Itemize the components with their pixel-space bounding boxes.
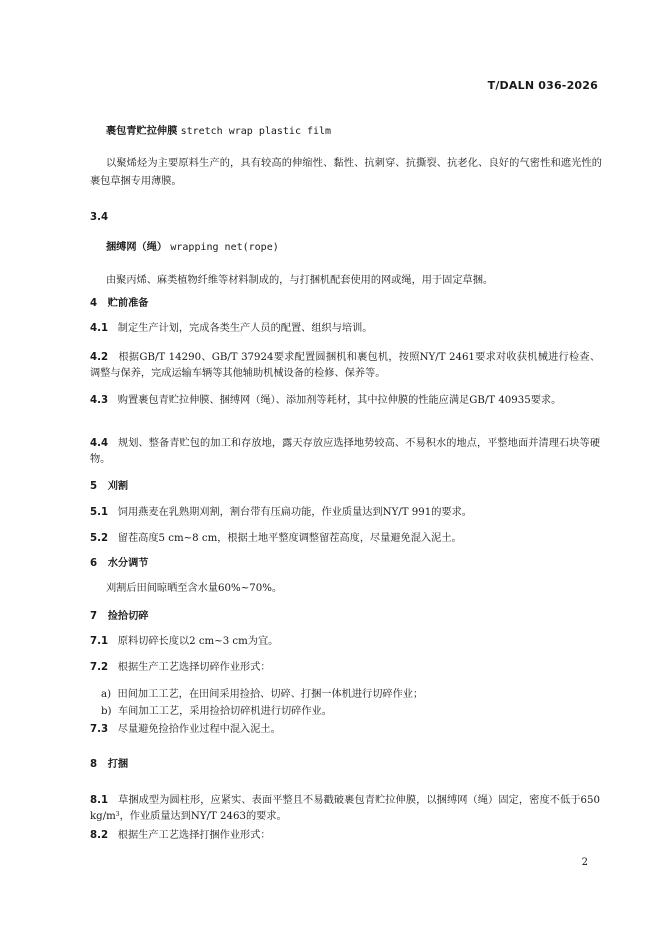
section-title: 水分调节 (107, 558, 149, 569)
term-title-en: stretch wrap plastic film (180, 126, 332, 137)
clause-7-2 (90, 661, 271, 674)
clause-text: 根据生产工艺选择打捆作业形式： (117, 830, 271, 841)
term-3-3-title (106, 125, 331, 138)
section-number: 7 (90, 611, 98, 622)
term-3-3-definition: 以聚烯烃为主要原料生产的，具有较高的伸缩性、黏性、抗刺穿、抗撕裂、抗老化、良好的气密性和遮光性的裹包草捆专用薄膜。 (90, 158, 602, 187)
section-title: 打捆 (107, 759, 129, 770)
clause-number: 4.3 (90, 395, 109, 406)
clause-text: 规划、整备青贮包的加工和存放地，露天存放应选择地势较高、不易积水的地点，平整地面并清理石块等硬物。 (90, 438, 601, 465)
section-6-heading (90, 557, 148, 570)
clause-text-cont: ，作业质量达到NY/T 2463的要求。 (119, 811, 287, 822)
list-label: a) (101, 689, 112, 700)
clause-number: 8.1 (90, 795, 109, 806)
clause-text: 留茬高度5 cm~8 cm，根据土地平整度调整留茬高度，尽量避免混入泥土。 (117, 533, 462, 544)
clause-text: 根据GB/T 14290、GB/T 37924要求配置圆捆机和裹包机，按照NY/T 2461要求对收获机械进行检查、调整与保养，完成运输车辆等其他辅助机械设备的检修、保养等。 (90, 352, 601, 379)
clause-7-1 (90, 635, 278, 648)
clause-5-2 (90, 532, 462, 545)
clause-number: 4.4 (90, 438, 109, 449)
clause-8-2 (90, 829, 271, 842)
clause-number: 4.1 (90, 323, 109, 334)
section-4-heading (90, 297, 148, 310)
superscript-cubed: 3 (115, 811, 120, 818)
clause-text: 尽量避免捡拾作业过程中混入泥土。 (117, 724, 281, 735)
section-number: 4 (90, 298, 98, 309)
clause-number: 5.2 (90, 533, 109, 544)
section-number: 5 (90, 481, 98, 492)
section-number: 6 (90, 558, 98, 569)
clause-number: 4.2 (90, 352, 109, 363)
list-item-b (101, 705, 332, 718)
clause-5-1 (90, 506, 472, 519)
clause-number: 7.2 (90, 662, 109, 673)
clause-number: 5.1 (90, 507, 109, 518)
clause-4-4 (90, 436, 600, 468)
term-title-cn: 裹包青贮拉伸膜 (106, 126, 178, 137)
section-number: 8 (90, 759, 98, 770)
term-3-4-title (106, 241, 279, 254)
list-label: b) (101, 706, 112, 717)
clause-number: 8.2 (90, 830, 109, 841)
clause-number: 7.3 (90, 724, 109, 735)
clause-7-3 (90, 723, 281, 736)
section-7-heading (90, 610, 148, 623)
document-code: T/DALN 036-2026 (487, 79, 598, 92)
section-8-heading (90, 758, 128, 771)
clause-text: 草捆成型为圆柱形，应紧实、表面平整且不易戳破裹包青贮拉伸膜，以捆缚网（绳）固定，密度不低于650 kg/m (90, 795, 600, 822)
clause-8-1 (90, 793, 600, 825)
clause-number: 7.1 (90, 636, 109, 647)
list-text: 车间加工工艺，采用捡拾切碎机进行切碎作业。 (117, 706, 332, 717)
term-3-4-number: 3.4 (90, 212, 109, 223)
clause-text: 原料切碎长度以2 cm~3 cm为宜。 (117, 636, 279, 647)
clause-text: 根据生产工艺选择切碎作业形式： (117, 662, 271, 673)
term-3-4-definition: 由聚丙烯、麻类植物纤维等材料制成的，与打捆机配套使用的网或绳，用于固定草捆。 (106, 275, 494, 286)
section-title: 贮前准备 (107, 298, 149, 309)
section-title: 捡拾切碎 (107, 611, 149, 622)
term-title-en: wrapping net(rope) (170, 242, 279, 253)
clause-4-3 (90, 393, 600, 409)
list-text: 田间加工工艺，在田间采用捡拾、切碎、打捆一体机进行切碎作业； (117, 689, 424, 700)
section-title: 刈割 (107, 481, 129, 492)
clause-text: 购置裹包青贮拉伸膜、捆缚网（绳）、添加剂等耗材，其中拉伸膜的性能应满足GB/T 40935要求。 (117, 395, 562, 406)
clause-text: 制定生产计划，完成各类生产人员的配置、组织与培训。 (117, 323, 373, 334)
clause-4-1 (90, 322, 372, 335)
term-title-cn: 捆缚网（绳） (106, 242, 168, 253)
list-item-a (101, 688, 423, 701)
clause-4-2 (90, 350, 600, 382)
page-number: 2 (581, 857, 588, 868)
clause-text: 饲用燕麦在乳熟期刈割，割台带有压扁功能，作业质量达到NY/T 991的要求。 (117, 507, 472, 518)
section-6-text: 刈割后田间晾晒至含水量60%~70%。 (106, 583, 283, 594)
section-5-heading (90, 480, 128, 493)
